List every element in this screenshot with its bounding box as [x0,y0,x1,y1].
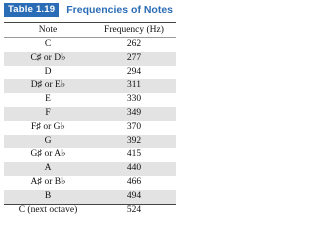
frequency-cell: 440 [126,163,142,174]
note-cell: C (next octave) [18,204,78,215]
table-row [4,135,176,149]
frequency-cell: 330 [126,94,142,105]
table-row [4,162,176,176]
table-row [4,176,176,190]
table-row [4,107,176,121]
table-header-row [4,23,176,37]
frequency-cell: 349 [126,107,142,118]
table-row [4,52,176,66]
note-cell: A [44,163,52,174]
frequency-cell: 392 [126,135,142,146]
table-row [4,204,176,218]
frequency-cell: 311 [127,80,141,91]
frequency-cell: 415 [126,149,142,160]
note-cell: G♯ or A♭ [30,149,66,160]
table-number-badge: Table 1.19 [4,3,59,17]
frequency-cell: 262 [126,39,142,49]
table-row [4,79,176,93]
table-caption [4,3,173,17]
table-row [4,66,176,80]
note-cell: A♯ or B♭ [30,176,66,187]
table-bottom-rule [4,204,176,205]
table-title: Frequencies of Notes [66,4,174,16]
note-cell: D [44,66,52,77]
column-header-note: Note [38,25,58,35]
note-cell: G [44,135,52,146]
frequency-cell: 277 [126,52,142,63]
table-body [4,38,176,217]
frequency-cell: 294 [126,66,142,77]
frequency-cell: 524 [126,204,142,215]
table-row [4,148,176,162]
table-row [4,38,176,52]
note-cell: F♯ or G♭ [30,121,66,132]
note-cell: C♯ or D♭ [30,52,66,63]
note-cell: F [45,107,51,118]
table-row [4,121,176,135]
note-cell: E [45,94,51,105]
table-row [4,93,176,107]
frequency-cell: 466 [126,176,142,187]
table-row [4,190,176,204]
note-cell: B [44,190,52,201]
column-header-frequency: Frequency (Hz) [104,25,164,35]
frequency-cell: 370 [126,121,142,132]
note-cell: C [44,39,52,49]
note-cell: D♯ or E♭ [30,80,66,91]
frequency-cell: 494 [126,190,142,201]
